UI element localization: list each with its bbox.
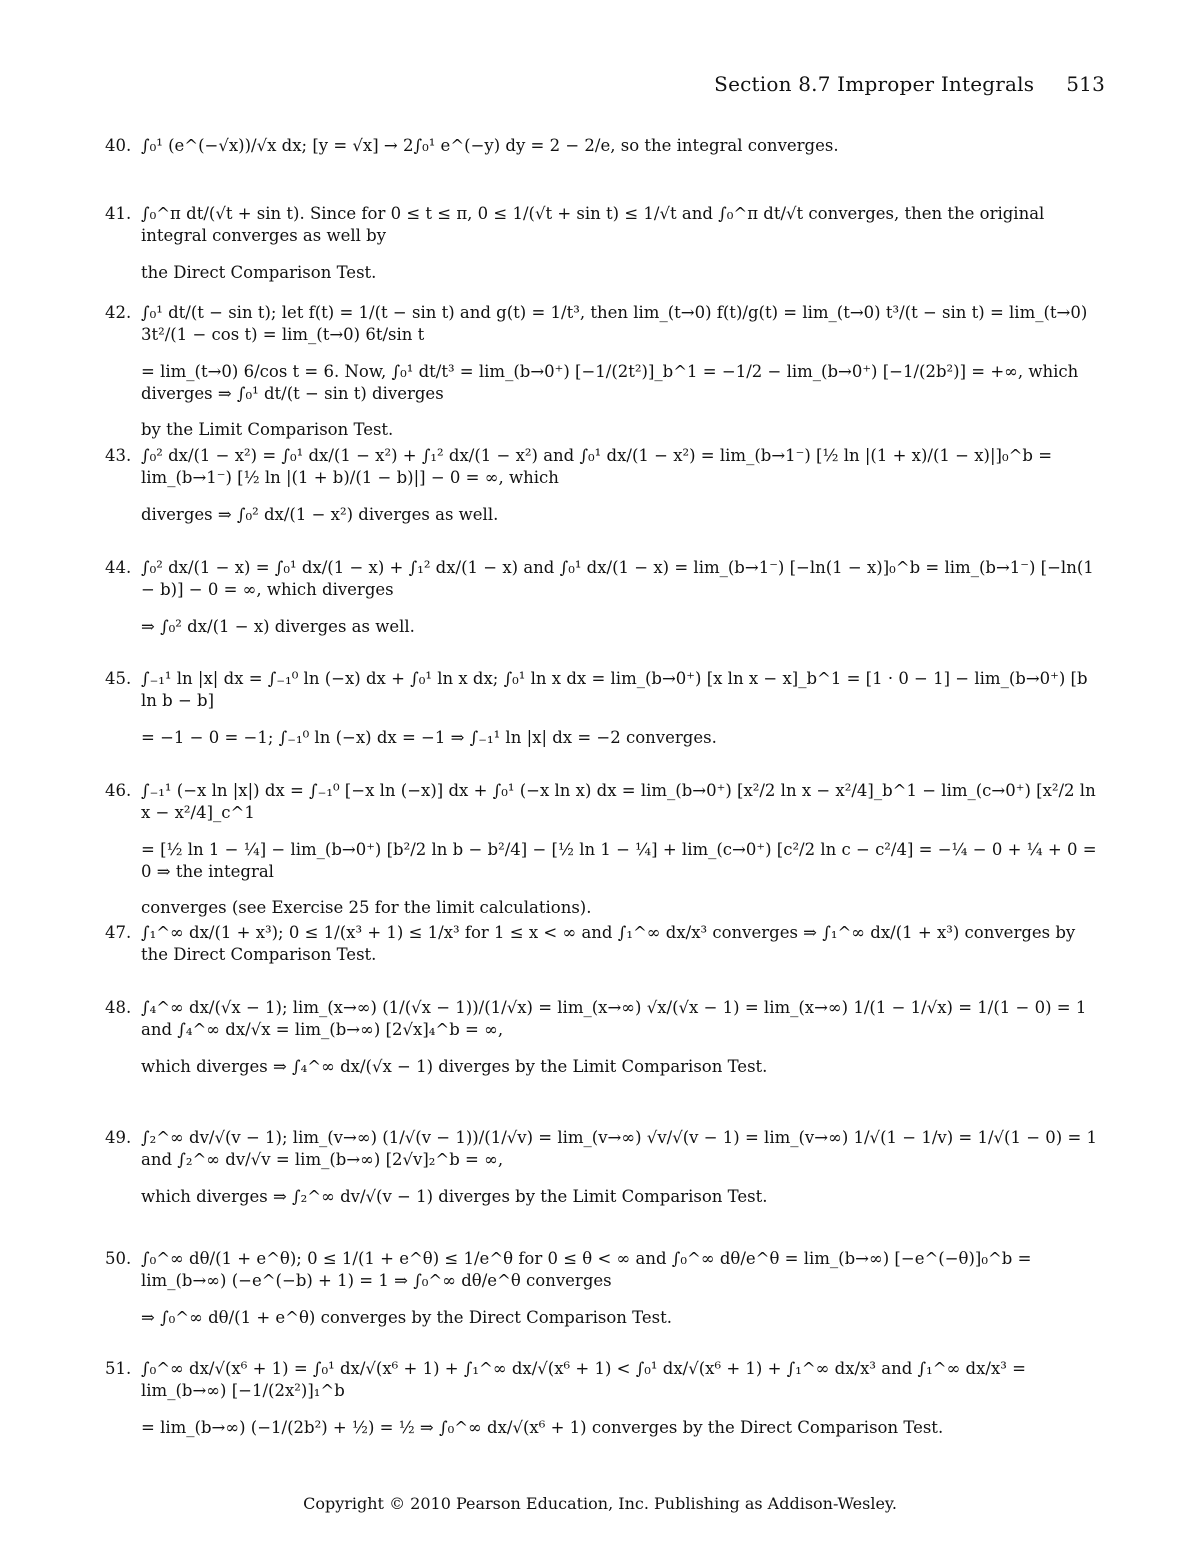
problem-line: ∫₀¹ (e^(−√x))/√x dx; [y = √x] → 2∫₀¹ e^(−y) dy = 2 − 2/e, so the integral converges.	[141, 136, 839, 155]
problem-line: the Direct Comparison Test.	[141, 262, 377, 282]
problem-line: ∫₂^∞ dv/√(v − 1); lim_(v→∞) (1/√(v − 1))/(1/√v) = lim_(v→∞) √v/√(v − 1) = lim_(v→∞) 1/√(1 − 1/v) = 1/√(1 − 0) = 1 and ∫₂^∞ dv/√v = lim_(b→∞) [2√v]₂^b = ∞,	[141, 1128, 1098, 1170]
problem-line: ∫₀^∞ dθ/(1 + e^θ); 0 ≤ 1/(1 + e^θ) ≤ 1/e^θ for 0 ≤ θ < ∞ and ∫₀^∞ dθ/e^θ = lim_(b→∞) [−e^(−θ)]₀^b = lim_(b→∞) (−e^(−b) + 1) = 1 ⇒ ∫₀^∞ dθ/e^θ converges	[141, 1249, 1032, 1291]
problem-line: ∫₀¹ dt/(t − sin t); let f(t) = 1/(t − sin t) and g(t) = 1/t³, then lim_(t→0) f(t)/g(t) = lim_(t→0) t³/(t − sin t) = lim_(t→0) 3t²/(1 − cos t) = lim_(t→0) 6t/sin t	[141, 303, 1088, 345]
problem-number: 50.	[105, 1249, 132, 1268]
problem-line: by the Limit Comparison Test.	[141, 420, 394, 440]
copyright-footer: Copyright © 2010 Pearson Education, Inc. Publishing as Addison-Wesley.	[303, 1494, 897, 1513]
problem-line: ∫₀² dx/(1 − x) = ∫₀¹ dx/(1 − x) + ∫₁² dx/(1 − x) and ∫₀¹ dx/(1 − x) = lim_(b→1⁻) [−ln(1 − x)]₀^b = lim_(b→1⁻) [−ln(1 − b)] − 0 = ∞, which diverges	[141, 558, 1094, 600]
problem-line: ∫₀² dx/(1 − x²) = ∫₀¹ dx/(1 − x²) + ∫₁² dx/(1 − x²) and ∫₀¹ dx/(1 − x²) = lim_(b→1⁻) [½ ln |(1 + x)/(1 − x)|]₀^b = lim_(b→1⁻) [½ ln |(1 + b)/(1 − b)|] − 0 = ∞, which	[141, 446, 1053, 488]
problem-45	[105, 668, 1105, 763]
problem-40	[105, 135, 1105, 171]
problem-51	[105, 1358, 1105, 1453]
problem-number: 44.	[105, 558, 132, 577]
problem-number: 47.	[105, 923, 132, 942]
problem-43	[105, 445, 1105, 540]
problem-line: = [½ ln 1 − ¼] − lim_(b→0⁺) [b²/2 ln b − b²/4] − [½ ln 1 − ¼] + lim_(c→0⁺) [c²/2 ln c − c²/4] = −¼ − 0 + ¼ + 0 = 0 ⇒ the integral	[141, 839, 1097, 881]
page-number: 513	[1066, 72, 1105, 96]
problem-number: 40.	[105, 136, 132, 155]
problem-number: 41.	[105, 204, 132, 223]
problem-line: which diverges ⇒ ∫₄^∞ dx/(√x − 1) diverges by the Limit Comparison Test.	[141, 1056, 768, 1076]
section-title: Section 8.7 Improper Integrals	[714, 72, 1035, 96]
problem-48	[105, 997, 1105, 1092]
problem-number: 51.	[105, 1359, 132, 1378]
problem-47	[105, 922, 1105, 981]
problem-line: ∫₀^∞ dx/√(x⁶ + 1) = ∫₀¹ dx/√(x⁶ + 1) + ∫₁^∞ dx/√(x⁶ + 1) < ∫₀¹ dx/√(x⁶ + 1) + ∫₁^∞ dx/x³ and ∫₁^∞ dx/x³ = lim_(b→∞) [−1/(2x²)]₁^b	[141, 1359, 1026, 1401]
problem-number: 48.	[105, 998, 132, 1017]
problem-42	[105, 302, 1105, 455]
problem-line: ⇒ ∫₀² dx/(1 − x) diverges as well.	[141, 616, 415, 636]
page-header	[714, 72, 1105, 96]
problem-line: ∫₁^∞ dx/(1 + x³); 0 ≤ 1/(x³ + 1) ≤ 1/x³ for 1 ≤ x < ∞ and ∫₁^∞ dx/x³ converges ⇒ ∫₁^∞ dx/(1 + x³) converges by the Direct Comparison Test.	[141, 923, 1076, 965]
problem-line: which diverges ⇒ ∫₂^∞ dv/√(v − 1) diverges by the Limit Comparison Test.	[141, 1186, 768, 1206]
problem-number: 45.	[105, 669, 132, 688]
problem-number: 42.	[105, 303, 132, 322]
problem-number: 49.	[105, 1128, 132, 1147]
problem-line: ∫₋₁¹ (−x ln |x|) dx = ∫₋₁⁰ [−x ln (−x)] dx + ∫₀¹ (−x ln x) dx = lim_(b→0⁺) [x²/2 ln x − x²/4]_b^1 − lim_(c→0⁺) [x²/2 ln x − x²/4]_c^1	[141, 781, 1096, 823]
problem-50	[105, 1248, 1105, 1343]
problem-line: converges (see Exercise 25 for the limit calculations).	[141, 898, 592, 918]
problem-41	[105, 203, 1105, 298]
problem-line: ∫₄^∞ dx/(√x − 1); lim_(x→∞) (1/(√x − 1))/(1/√x) = lim_(x→∞) √x/(√x − 1) = lim_(x→∞) 1/(1 − 1/√x) = 1/(1 − 0) = 1 and ∫₄^∞ dx/√x = lim_(b→∞) [2√x]₄^b = ∞,	[141, 998, 1087, 1040]
problem-49	[105, 1127, 1105, 1222]
problem-number: 46.	[105, 781, 132, 800]
problem-line: = lim_(t→0) 6/cos t = 6. Now, ∫₀¹ dt/t³ = lim_(b→0⁺) [−1/(2t²)]_b^1 = −1/2 − lim_(b→0⁺) [−1/(2b²)] = +∞, which diverges ⇒ ∫₀¹ dt/(t − sin t) diverges	[141, 361, 1079, 403]
problem-line: = −1 − 0 = −1; ∫₋₁⁰ ln (−x) dx = −1 ⇒ ∫₋₁¹ ln |x| dx = −2 converges.	[141, 727, 717, 747]
problem-number: 43.	[105, 446, 132, 465]
problem-line: diverges ⇒ ∫₀² dx/(1 − x²) diverges as well.	[141, 504, 499, 524]
problem-line: ∫₀^π dt/(√t + sin t). Since for 0 ≤ t ≤ π, 0 ≤ 1/(√t + sin t) ≤ 1/√t and ∫₀^π dt/√t converges, then the original integral converges as well by	[141, 204, 1045, 246]
problem-line: ⇒ ∫₀^∞ dθ/(1 + e^θ) converges by the Direct Comparison Test.	[141, 1307, 672, 1327]
problem-line: = lim_(b→∞) (−1/(2b²) + ½) = ½ ⇒ ∫₀^∞ dx/√(x⁶ + 1) converges by the Direct Comparison Test.	[141, 1417, 944, 1437]
problem-46	[105, 780, 1105, 933]
problem-44	[105, 557, 1105, 652]
problem-line: ∫₋₁¹ ln |x| dx = ∫₋₁⁰ ln (−x) dx + ∫₀¹ ln x dx; ∫₀¹ ln x dx = lim_(b→0⁺) [x ln x − x]_b^1 = [1 · 0 − 1] − lim_(b→0⁺) [b ln b − b]	[141, 669, 1088, 711]
